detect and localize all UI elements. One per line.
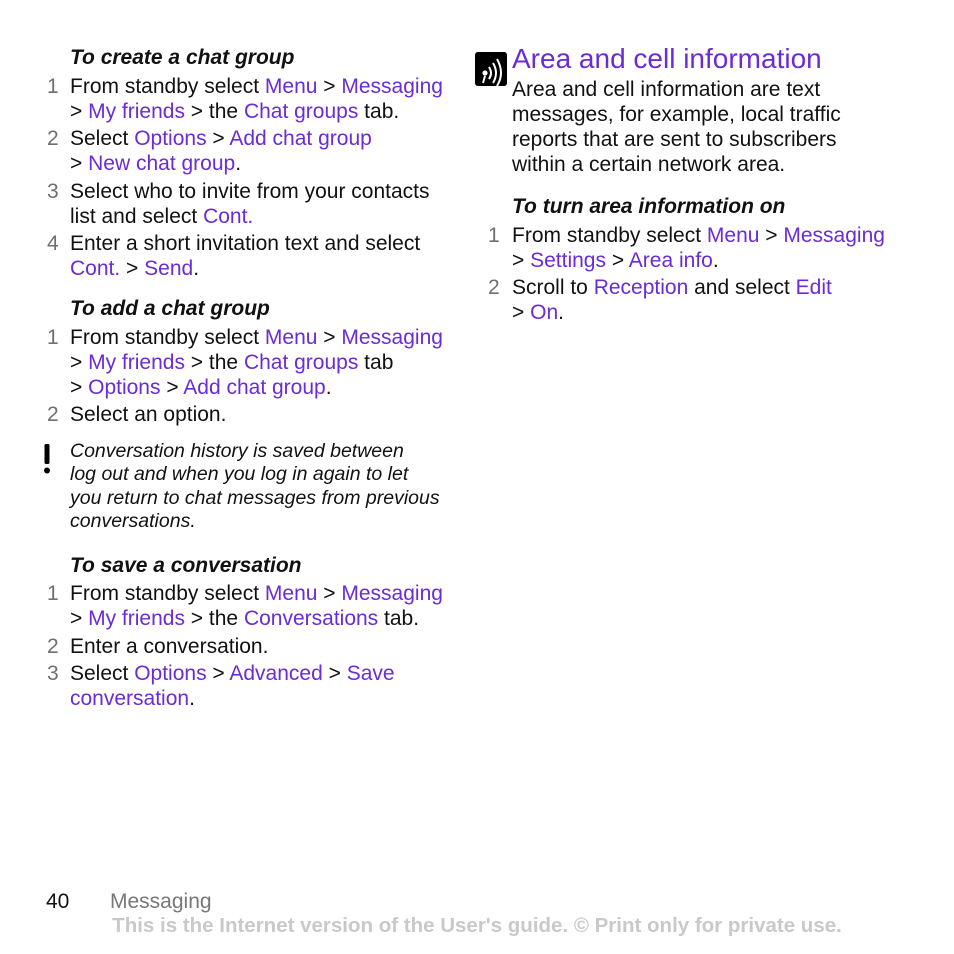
menu-path-link: Add chat group	[229, 127, 372, 150]
intro-line: messages, for example, local traffic	[512, 103, 841, 126]
step-text: From standby select	[70, 326, 265, 349]
step-number: 2	[47, 127, 59, 150]
menu-path-link: Settings	[530, 249, 606, 272]
step-text: >	[606, 249, 629, 272]
step-text: >	[759, 224, 784, 247]
step-text: Enter a short invitation text and select	[70, 232, 421, 255]
step-text: .	[325, 376, 332, 399]
step-line	[70, 126, 372, 151]
step-text: From standby select	[512, 224, 707, 247]
menu-path-link: Send	[144, 257, 194, 280]
menu-path-link: Save	[346, 662, 395, 685]
step-line	[70, 256, 199, 281]
step-line	[70, 179, 430, 204]
menu-path-link: Menu	[264, 582, 318, 605]
step-text: >	[70, 376, 89, 399]
note-text	[70, 440, 440, 533]
procedure-title-add-chat-group: To add a chat group	[70, 297, 270, 320]
step-text: .	[193, 257, 200, 280]
step-text: >	[206, 127, 230, 150]
step-line	[70, 231, 420, 256]
menu-path-link: Area info	[628, 249, 713, 272]
step-text: .	[712, 249, 719, 272]
step-line	[512, 275, 832, 300]
step-text: > the	[184, 100, 244, 123]
intro-line: reports that are sent to subscribers	[512, 128, 837, 151]
step-number: 4	[47, 232, 59, 255]
step-number: 1	[47, 326, 59, 349]
footer-section-name: Messaging	[110, 890, 212, 913]
procedure-title-create-chat-group: To create a chat group	[70, 46, 295, 69]
note-line: you return to chat messages from previous	[70, 486, 440, 509]
step-text: tab.	[378, 607, 420, 630]
step-text: >	[160, 376, 184, 399]
procedure-title-save-conversation: To save a conversation	[70, 554, 302, 577]
step-number: 3	[47, 180, 59, 203]
menu-path-link: Edit	[795, 276, 832, 299]
step-line	[70, 151, 241, 176]
menu-path-link: My friends	[88, 100, 185, 123]
step-text: >	[512, 249, 531, 272]
step-line	[512, 223, 885, 248]
section-heading: Area and cell information	[512, 43, 822, 74]
menu-path-link: Cont.	[203, 205, 254, 228]
step-text: From standby select	[70, 75, 265, 98]
step-text: >	[70, 607, 89, 630]
copyright-notice: This is the Internet version of the User's guide. © Print only for private use.	[112, 914, 842, 937]
step-text: >	[70, 152, 89, 175]
step-text: >	[70, 100, 89, 123]
step-text: Select an option.	[70, 403, 227, 426]
menu-path-link: Cont.	[70, 257, 121, 280]
step-line	[70, 74, 443, 99]
menu-path-link: Chat groups	[243, 100, 359, 123]
step-text: > the	[184, 351, 244, 374]
procedure-title-turn-area-info-on: To turn area information on	[512, 195, 786, 218]
step-text: >	[120, 257, 145, 280]
step-line	[512, 248, 719, 273]
step-text: Enter a conversation.	[70, 635, 269, 658]
intro-line: within a certain network area.	[512, 153, 786, 176]
menu-path-link: Conversations	[243, 607, 379, 630]
menu-path-link: Messaging	[341, 75, 443, 98]
step-text: >	[322, 662, 347, 685]
step-number: 2	[47, 403, 59, 426]
intro-line: Area and cell information are text	[512, 78, 821, 101]
menu-path-link: Menu	[264, 75, 318, 98]
step-text: .	[189, 687, 195, 710]
step-line	[70, 634, 268, 659]
step-text: >	[70, 351, 89, 374]
menu-path-link: Chat groups	[243, 351, 359, 374]
step-line	[70, 686, 195, 711]
step-text: >	[317, 75, 342, 98]
menu-path-link: Menu	[264, 326, 318, 349]
step-number: 1	[47, 75, 59, 98]
step-line	[512, 300, 564, 325]
step-text: and select	[688, 276, 796, 299]
step-number: 2	[488, 276, 500, 299]
step-text: Select who to invite from your contacts	[70, 180, 430, 203]
menu-path-link: Messaging	[783, 224, 885, 247]
menu-path-link: Reception	[593, 276, 689, 299]
step-text: >	[317, 326, 342, 349]
step-line	[70, 204, 253, 229]
broadcast-icon	[475, 52, 507, 86]
menu-path-link: Menu	[706, 224, 760, 247]
menu-path-link: Messaging	[341, 326, 443, 349]
step-line	[70, 606, 419, 631]
menu-path-link: Options	[88, 376, 161, 399]
step-text: >	[512, 301, 531, 324]
menu-path-link: Options	[134, 127, 207, 150]
note-line: log out and when you log in again to let	[70, 463, 409, 486]
step-line	[70, 99, 399, 124]
step-number: 2	[47, 635, 59, 658]
step-text: > the	[184, 607, 244, 630]
step-text: .	[235, 152, 242, 175]
step-line	[70, 325, 443, 350]
page-number: 40	[46, 890, 70, 913]
step-line	[70, 581, 443, 606]
step-text: Scroll to	[512, 276, 594, 299]
step-number: 3	[47, 662, 59, 685]
menu-path-link: My friends	[88, 607, 185, 630]
step-text: list and select	[70, 205, 204, 228]
step-line	[70, 402, 226, 427]
step-text: tab.	[358, 100, 400, 123]
step-text: From standby select	[70, 582, 265, 605]
step-line	[70, 350, 393, 375]
step-line	[70, 661, 395, 686]
menu-path-link: Advanced	[229, 662, 323, 685]
menu-path-link: conversation	[70, 687, 190, 710]
exclamation-icon	[42, 444, 52, 474]
step-text: .	[558, 301, 564, 324]
note-line: Conversation history is saved between	[70, 440, 404, 462]
step-text: >	[317, 582, 342, 605]
step-text: Select	[70, 662, 135, 685]
step-number: 1	[488, 224, 500, 247]
menu-path-link: On	[530, 301, 559, 324]
menu-path-link: My friends	[88, 351, 185, 374]
step-text: tab	[358, 351, 394, 374]
step-line	[70, 375, 332, 400]
step-text: Select	[70, 127, 135, 150]
step-text: >	[206, 662, 230, 685]
note-line: conversations.	[70, 509, 196, 532]
menu-path-link: New chat group	[88, 152, 236, 175]
section-intro	[512, 77, 841, 177]
menu-path-link: Add chat group	[183, 376, 326, 399]
step-number: 1	[47, 582, 59, 605]
menu-path-link: Options	[134, 662, 207, 685]
menu-path-link: Messaging	[341, 582, 443, 605]
